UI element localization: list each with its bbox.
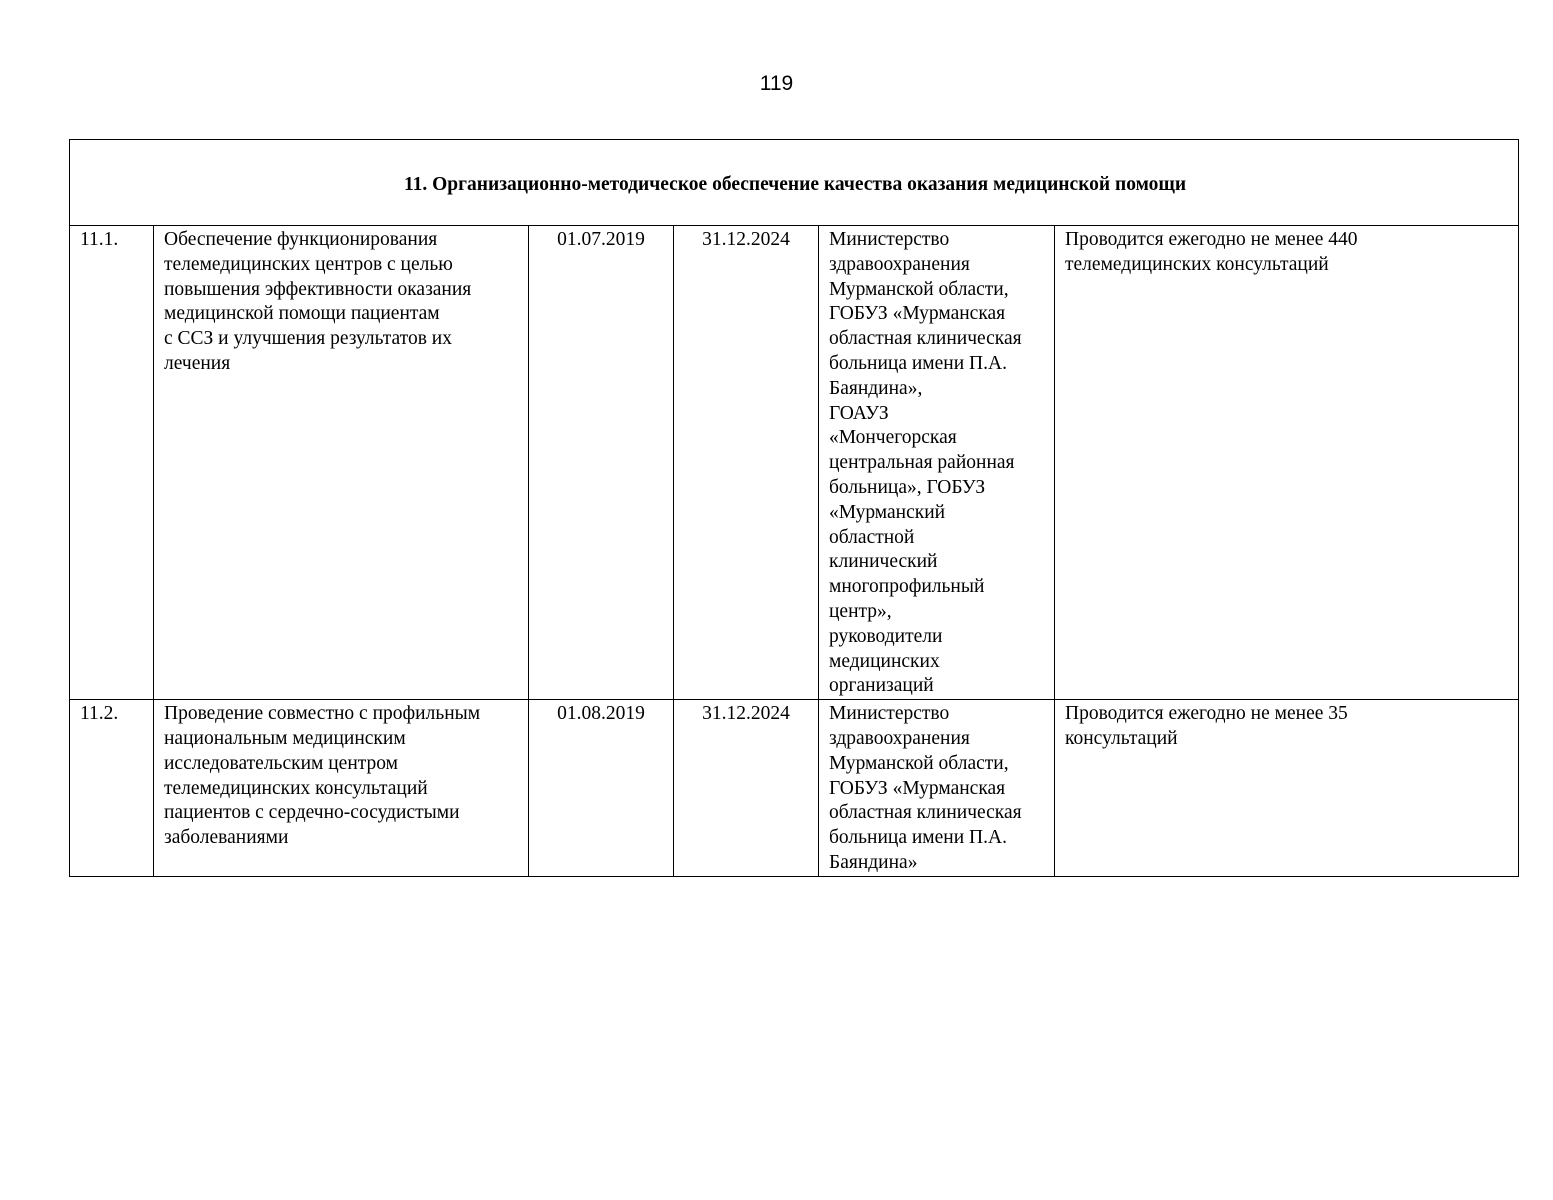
section-title: 11. Организационно-методическое обеспечение качества оказания медицинской помощи [70,140,1519,226]
responsible-executor: Министерство здравоохранения Мурманской области, ГОБУЗ «Мурманская областная клиническая больница имени П.А. Баяндина» [819,700,1055,877]
expected-result: Проводится ежегодно не менее 440 телемедицинских консультаций [1055,226,1519,700]
start-date: 01.07.2019 [529,226,674,700]
expected-result: Проводится ежегодно не менее 35 консультаций [1055,700,1519,877]
responsible-executor: Министерство здравоохранения Мурманской области, ГОБУЗ «Мурманская областная клиническая больница имени П.А. Баяндина», ГОАУЗ «Мончегорская центральная районная больница», ГОБУЗ «Мурманский областной клинический многопрофильный центр», руководители медицинских организаций [819,226,1055,700]
measure-description: Обеспечение функционирования телемедицинских центров с целью повышения эффективности оказания медицинской помощи пациентам с ССЗ и улучшения результатов их лечения [154,226,529,700]
start-date: 01.08.2019 [529,700,674,877]
end-date: 31.12.2024 [674,226,819,700]
row-number: 11.1. [70,226,154,700]
measures-table [69,139,1519,877]
end-date: 31.12.2024 [674,700,819,877]
table-row [70,700,1519,877]
table-row [70,226,1519,700]
measure-description: Проведение совместно с профильным национальным медицинским исследовательским центром телемедицинских консультаций пациентов с сердечно-сосудистыми заболеваниями [154,700,529,877]
section-header-row [70,140,1519,226]
row-number: 11.2. [70,700,154,877]
page-number: 119 [759,72,794,95]
